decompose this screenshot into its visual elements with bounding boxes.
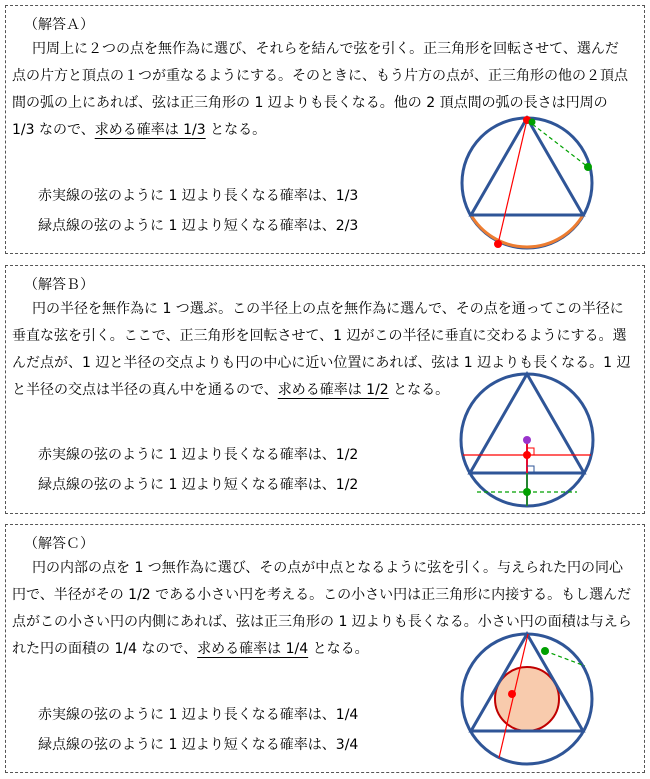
section-b-paragraph xyxy=(12,296,632,404)
section-b-result-green: 緑点線の弦のように 1 辺より短くなる確率は、1/2 xyxy=(38,477,359,493)
section-a-heading: （解答Ａ） xyxy=(24,17,94,33)
section-a-result-green: 緑点線の弦のように 1 辺より短くなる確率は、2/3 xyxy=(38,218,359,234)
section-c-answer: 求める確率は 1/4 xyxy=(197,641,309,657)
section-c-result-green: 緑点線の弦のように 1 辺より短くなる確率は、3/4 xyxy=(38,737,359,753)
section-a-text-end: となる。 xyxy=(205,122,267,138)
section-b-heading: （解答Ｂ） xyxy=(24,277,94,293)
section-b-result-red: 赤実線の弦のように 1 辺より長くなる確率は、1/2 xyxy=(38,447,359,463)
section-a-paragraph xyxy=(12,36,632,144)
section-c-text-end: となる。 xyxy=(308,641,369,657)
section-c-text: 円の内部の点を 1 つ無作為に選び、その点が中点となるように弦を引く。与えられた円の同心円で、半径がその 1/2 である小さい円を考える。この小さい円は正三角形に内接する。もし選んだ点がこの小さい円の内側にあれば、弦は正三角形の 1 辺よりも長くなる。小さい円の面積は与えられた円の面積の 1/4 なので、 xyxy=(12,560,632,657)
section-b-answer: 求める確率は 1/2 xyxy=(277,382,389,398)
section-c-paragraph xyxy=(12,555,632,663)
section-a-answer: 求める確率は 1/3 xyxy=(94,122,206,138)
section-a-result-red: 赤実線の弦のように 1 辺より長くなる確率は、1/3 xyxy=(38,188,359,204)
section-c-result-red: 赤実線の弦のように 1 辺より長くなる確率は、1/4 xyxy=(38,707,359,723)
section-b-text: 円の半径を無作為に 1 つ選ぶ。この半径上の点を無作為に選んで、その点を通ってこの半径に垂直な弦を引く。ここで、正三角形を回転させて、1 辺がこの半径に垂直に交わるようにする。選んだ点が、1 辺と半径の交点よりも円の中心に近い位置にあれば、弦は 1 辺よりも長くなる。1 辺と半径の交点は半径の真ん中を通るので、 xyxy=(12,301,631,398)
section-b-text-end: となる。 xyxy=(388,382,450,398)
section-a-text: 円周上に２つの点を無作為に選び、それらを結んで弦を引く。正三角形を回転させて、選んだ点の片方と頂点の１つが重なるようにする。そのときに、もう片方の点が、正三角形の他の２頂点間の弧の上にあれば、弦は正三角形の 1 辺よりも長くなる。他の 2 頂点間の弧の長さは円周の 1/3 なので、 xyxy=(12,41,628,138)
section-c-heading: （解答Ｃ） xyxy=(24,536,94,552)
